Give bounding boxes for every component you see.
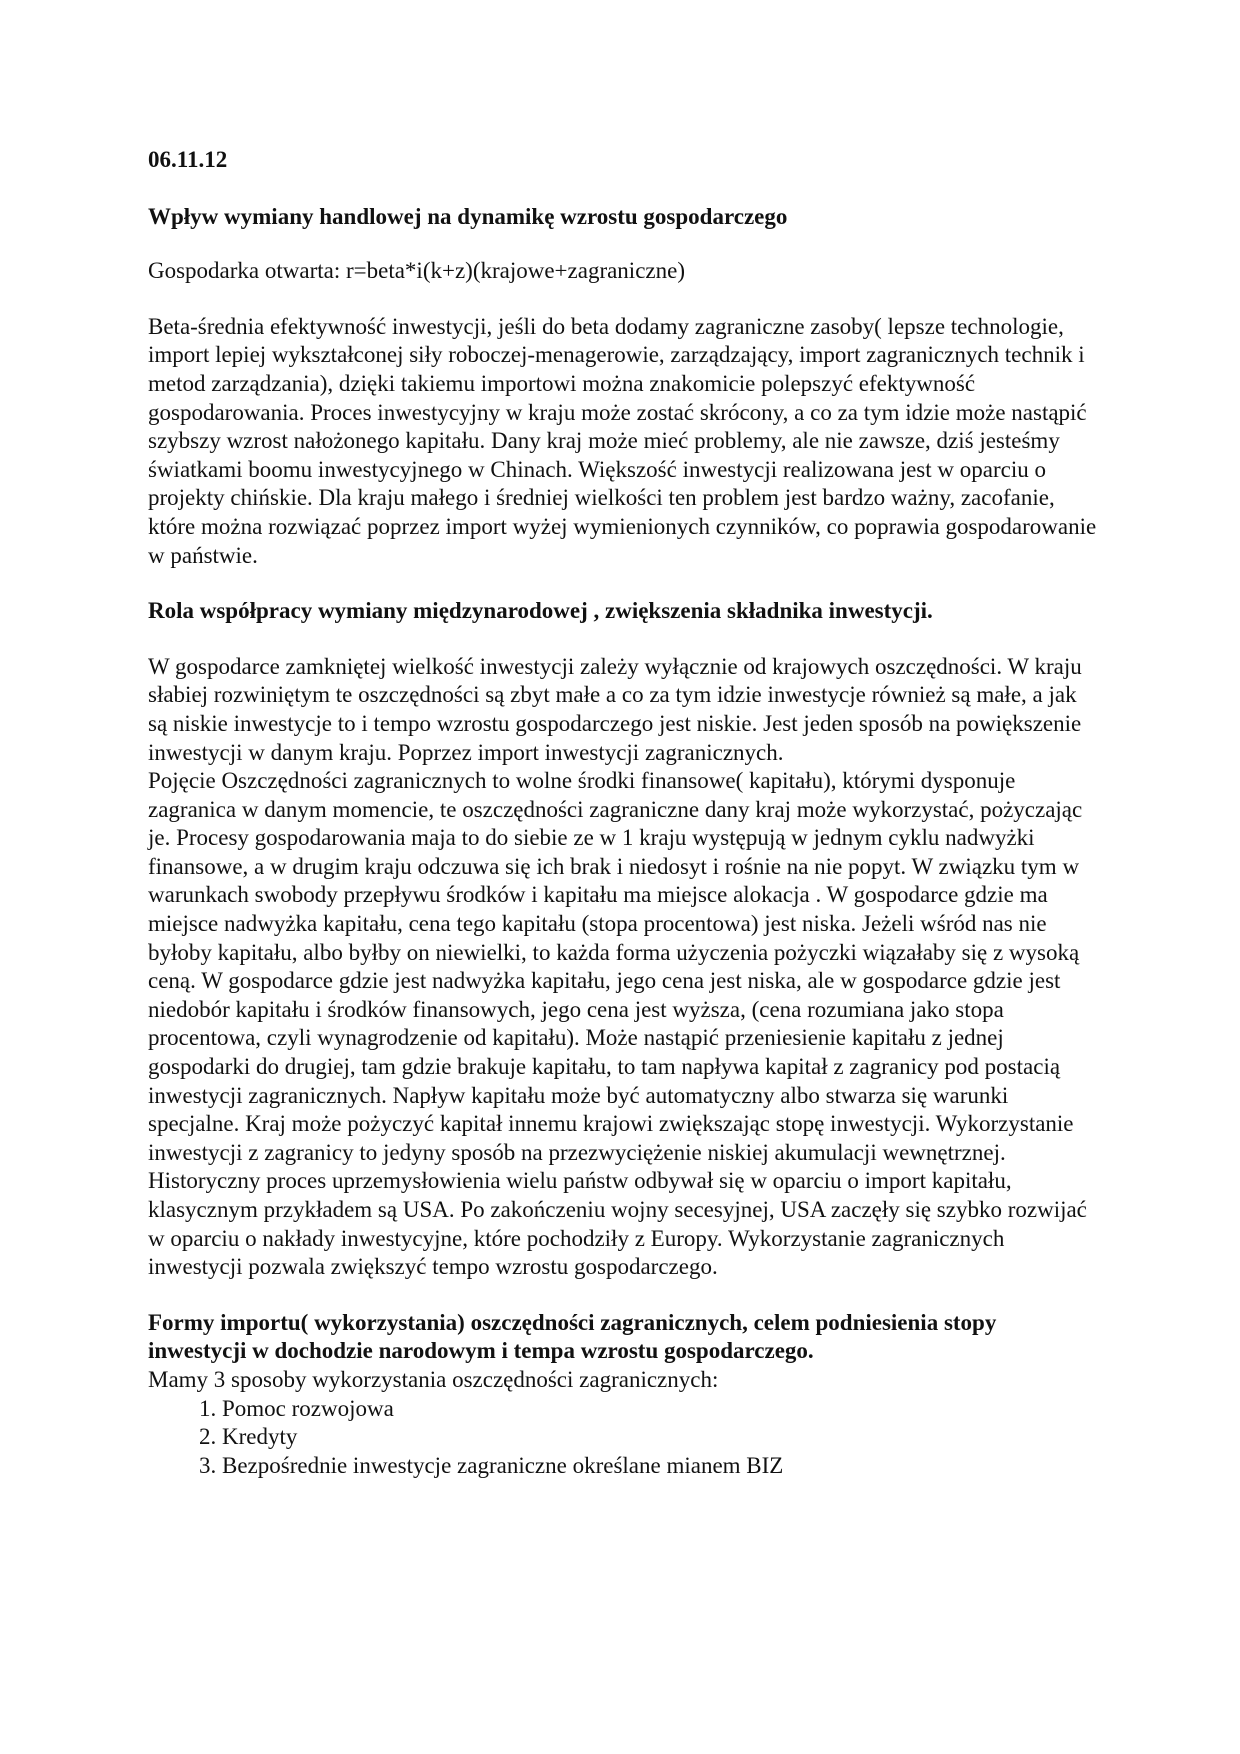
list-intro: Mamy 3 sposoby wykorzystania oszczędności zagranicznych: <box>148 1366 719 1392</box>
paragraph-beta: Beta-średnia efektywność inwestycji, jeśli do beta dodamy zagraniczne zasoby( lepsze technologie, import lepiej wykształconej siły roboczej-menagerowie, zarządzający, import zagranicznych technik i metod zarządzania), dzięki takiemu importowi można znakomicie polepszyć efektywność gospodarowania. Proces inwestycyjny w kraju może zostać skrócony, a co za tym idzie może nastąpić szybszy wzrost nałożonego kapitału. Dany kraj może mieć problemy, ale nie zawsze, dziś jesteśmy światkami boomu inwestycyjnego w Chinach. Większość inwestycji realizowana jest w oparciu o projekty chińskie. Dla kraju małego i średniej wielkości ten problem jest bardzo ważny, zacofanie, które można rozwiązać poprzez import wyżej wymienionych czynników, co poprawia gospodarowanie w państwie. <box>148 313 1097 568</box>
document-date: 06.11.12 <box>148 147 228 172</box>
document-page <box>148 146 1098 1480</box>
savings-methods-list <box>148 1395 1098 1481</box>
paragraph-foreign-savings: Pojęcie Oszczędności zagranicznych to wolne środki finansowe( kapitału), którymi dysponuje zagranica w danym momencie, te oszczędności zagraniczne dany kraj może wykorzystać, pożyczając je. Procesy gospodarowania maja to do siebie ze w 1 kraju występują w jednym cyklu nadwyżki finansowe, a w drugim kraju odczuwa się ich brak i niedosyt i rośnie na nie popyt. W związku tym w warunkach swobody przepływu środków i kapitału ma miejsce alokacja . W gospodarce gdzie ma miejsce nadwyżka kapitału, cena tego kapitału (stopa procentowa) jest niska. Jeżeli wśród nas nie byłoby kapitału, albo byłby on niewielki, to każda forma użyczenia pożyczki wiązałaby się z wysoką ceną. W gospodarce gdzie jest nadwyżka kapitału, jego cena jest niska, ale w gospodarce gdzie jest niedobór kapitału i środków finansowych, jego cena jest wyższa, (cena rozumiana jako stopa procentowa, czyli wynagrodzenie od kapitału). Może nastąpić przeniesienie kapitału z jednej gospodarki do drugiej, tam gdzie brakuje kapitału, to tam napływa kapitał z zagranicy pod postacią inwestycji zagranicznych. Napływ kapitału może być automatyczny albo stwarza się warunki specjalne. Kraj może pożyczyć kapitał innemu krajowi zwiększając stopę inwestycji. Wykorzystanie inwestycji z zagranicy to jedyny sposób na przezwyciężenie niskiej akumulacji wewnętrznej. Historyczny proces uprzemysłowienia wielu państw odbywał się w oparciu o import kapitału, klasycznym przykładem są USA. Po zakończeniu wojny secesyjnej, USA zaczęły się szybko rozwijać w oparciu o nakłady inwestycyjne, które pochodziły z Europy. Wykorzystanie zagranicznych inwestycji pozwala zwiększyć tempo wzrostu gospodarczego. <box>148 768 1087 1280</box>
list-item: 3. Bezpośrednie inwestycje zagraniczne określane mianem BIZ <box>222 1452 1098 1481</box>
formula-line: Gospodarka otwarta: r=beta*i(k+z)(krajowe+zagraniczne) <box>148 258 685 284</box>
paragraph-closed-economy: W gospodarce zamkniętej wielkość inwestycji zależy wyłącznie od krajowych oszczędności. W kraju słabiej rozwiniętym te oszczędności są zbyt małe a co za tym idzie inwestycje również są małe, a jak są niskie inwestycje to i tempo wzrostu gospodarczego jest niskie. Jest jeden sposób na powiększenie inwestycji w danym kraju. Poprzez import inwestycji zagranicznych. <box>148 653 1082 765</box>
list-item: 1. Pomoc rozwojowa <box>222 1395 1098 1424</box>
section-heading-forms: Formy importu( wykorzystania) oszczędności zagranicznych, celem podniesienia stopy inwestycji w dochodzie narodowym i tempa wzrostu gospodarczego. <box>148 1309 997 1364</box>
document-title: Wpływ wymiany handlowej na dynamikę wzrostu gospodarczego <box>148 203 788 229</box>
section-heading-cooperation: Rola współpracy wymiany międzynarodowej , zwiększenia składnika inwestycji. <box>148 598 933 624</box>
list-item: 2. Kredyty <box>222 1423 1098 1452</box>
